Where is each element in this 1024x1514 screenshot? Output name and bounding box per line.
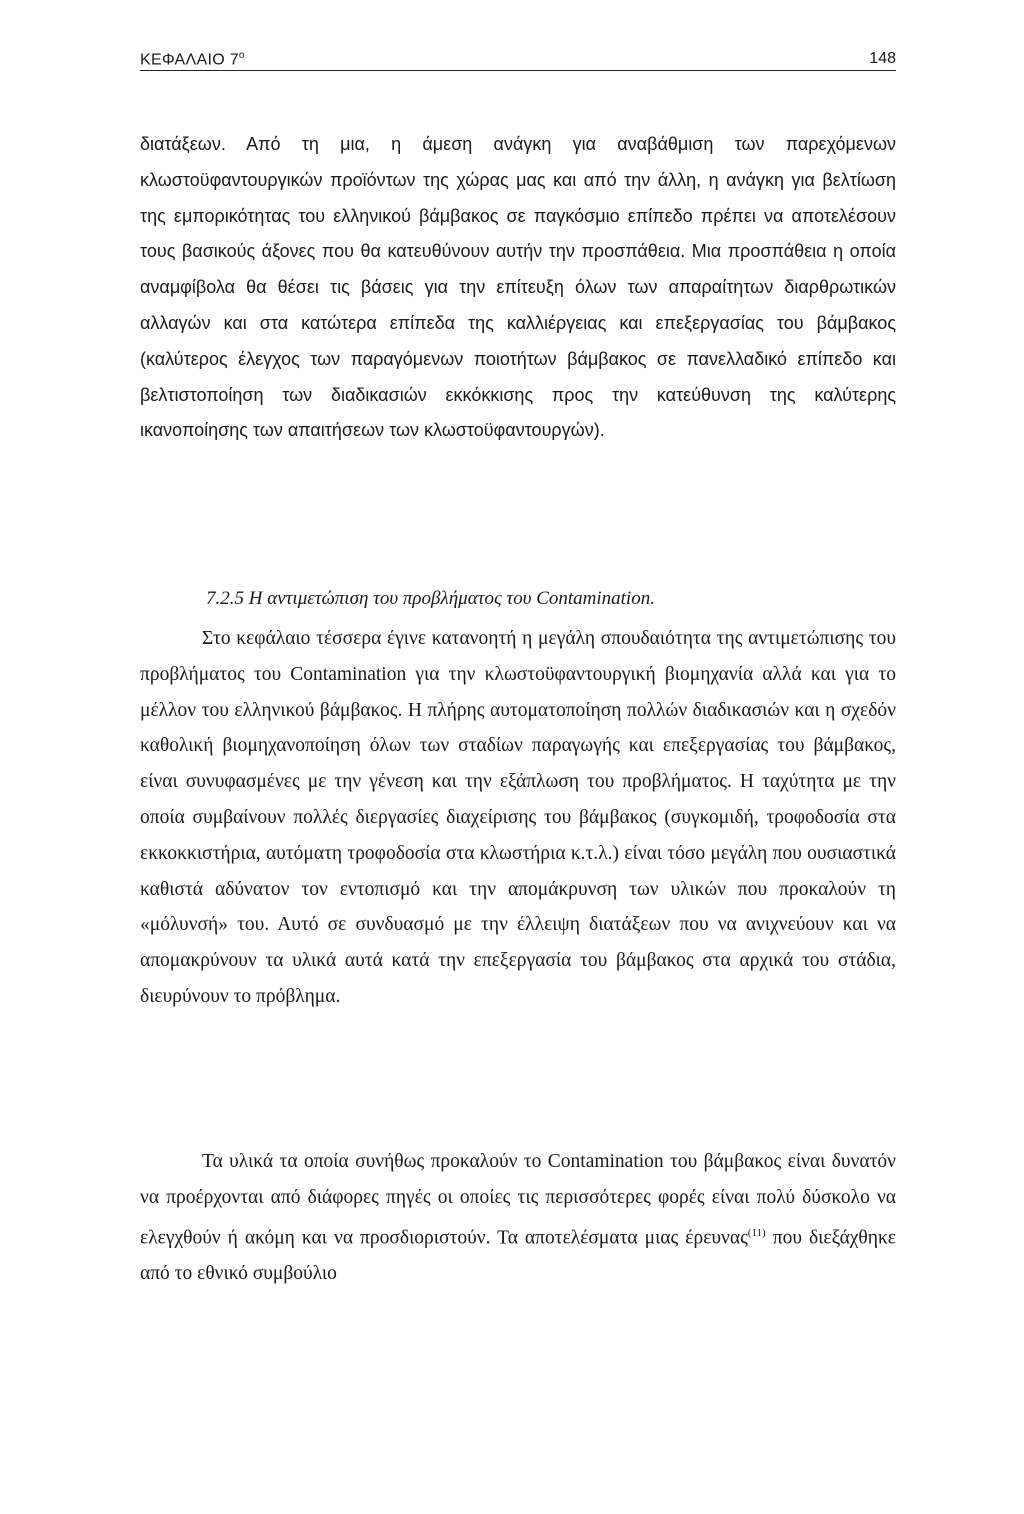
footnote-reference: (11) xyxy=(747,1226,766,1239)
section-heading: 7.2.5 Η αντιμετώπιση του προβλήματος του Contamination. xyxy=(206,588,655,609)
paragraph: διατάξεων. Από τη μια, η άμεση ανάγκη για αναβάθμιση των παρεχόμενων κλωστοϋφαντουργικών προϊόντων της χώρας μας και από την άλλη, η ανάγκη για βελτίωση της εμπορικότητας του ελληνικού βάμβακος σε παγκόσμιο επίπεδο πρέπει να αποτελέσουν τους βασικούς άξονες που θα κατευθύνουν αυτήν την προσπάθεια. Μια προσπάθεια η οποία αναμφίβολα θα θέσει τις βάσεις για την επίτευξη όλων των απαραίτητων διαρθρωτικών αλλαγών και στα κατώτερα επίπεδα της καλλιέργειας και επεξεργασίας του βάμβακος (καλύτερος έλεγχος των παραγόμενων ποιοτήτων βάμβακος σε πανελλαδικό επίπεδο και βελτιστοποίηση των διαδικασιών εκκόκκισης προς την κατεύθυνση της καλύτερης ικανοποίησης των απαιτήσεων των κλωστοϋφαντουργών). xyxy=(140,134,896,441)
paragraph: Στο κεφάλαιο τέσσερα έγινε κατανοητή η μεγάλη σπουδαιότητα της αντιμετώπισης του προβλήματος του Contamination για την κλωστοϋφαντουργική βιομηχανία αλλά και για το μέλλον του ελληνικού βάμβακος. Η πλήρης αυτοματοποίηση πολλών διαδικασιών και η σχεδόν καθολική βιομηχανοποίηση όλων των σταδίων παραγωγής και επεξεργασίας του βάμβακος, είναι συνυφασμένες με την γένεση και την εξάπλωση του προβλήματος. Η ταχύτητα με την οποία συμβαίνουν πολλές διεργασίες διαχείρισης του βάμβακος (συγκομιδή, τροφοδοσία στα εκκοκκιστήρια, αυτόματη τροφοδοσία στα κλωστήρια κ.τ.λ.) είναι τόσο μεγάλη που ουσιαστικά καθιστά αδύνατον τον εντοπισμό και την απομάκρυνση των υλικών που προκαλούν τη «μόλυνσή» του. Αυτό σε συνδυασμό με την έλλειψη διατάξεων που να ανιχνεύουν και να απομακρύνουν τα υλικά αυτά κατά την επεξεργασία του βάμβακος στα αρχικά του στάδια, διευρύνουν το πρόβλημα. xyxy=(140,628,896,1007)
page-number: 148 xyxy=(869,50,896,67)
paragraph: Τα υλικά τα οποία συνήθως προκαλούν το Contamination του βάμβακος είναι δυνατόν να προέρχονται από διάφορες πηγές οι οποίες τις περισσότερες φορές είναι πολύ δύσκολο να ελεγχθούν ή ακόμη και να προσδιοριστούν. Τα αποτελέσματα μιας έρευνας$^{(11)}$ που διεξάχθηκε από το εθνικό συμβούλιο xyxy=(140,1151,896,1284)
page-header xyxy=(140,50,896,74)
header-rule xyxy=(140,70,896,71)
chapter-label: ΚΕΦΑΛΑΙΟ $7^o$ xyxy=(140,50,245,69)
